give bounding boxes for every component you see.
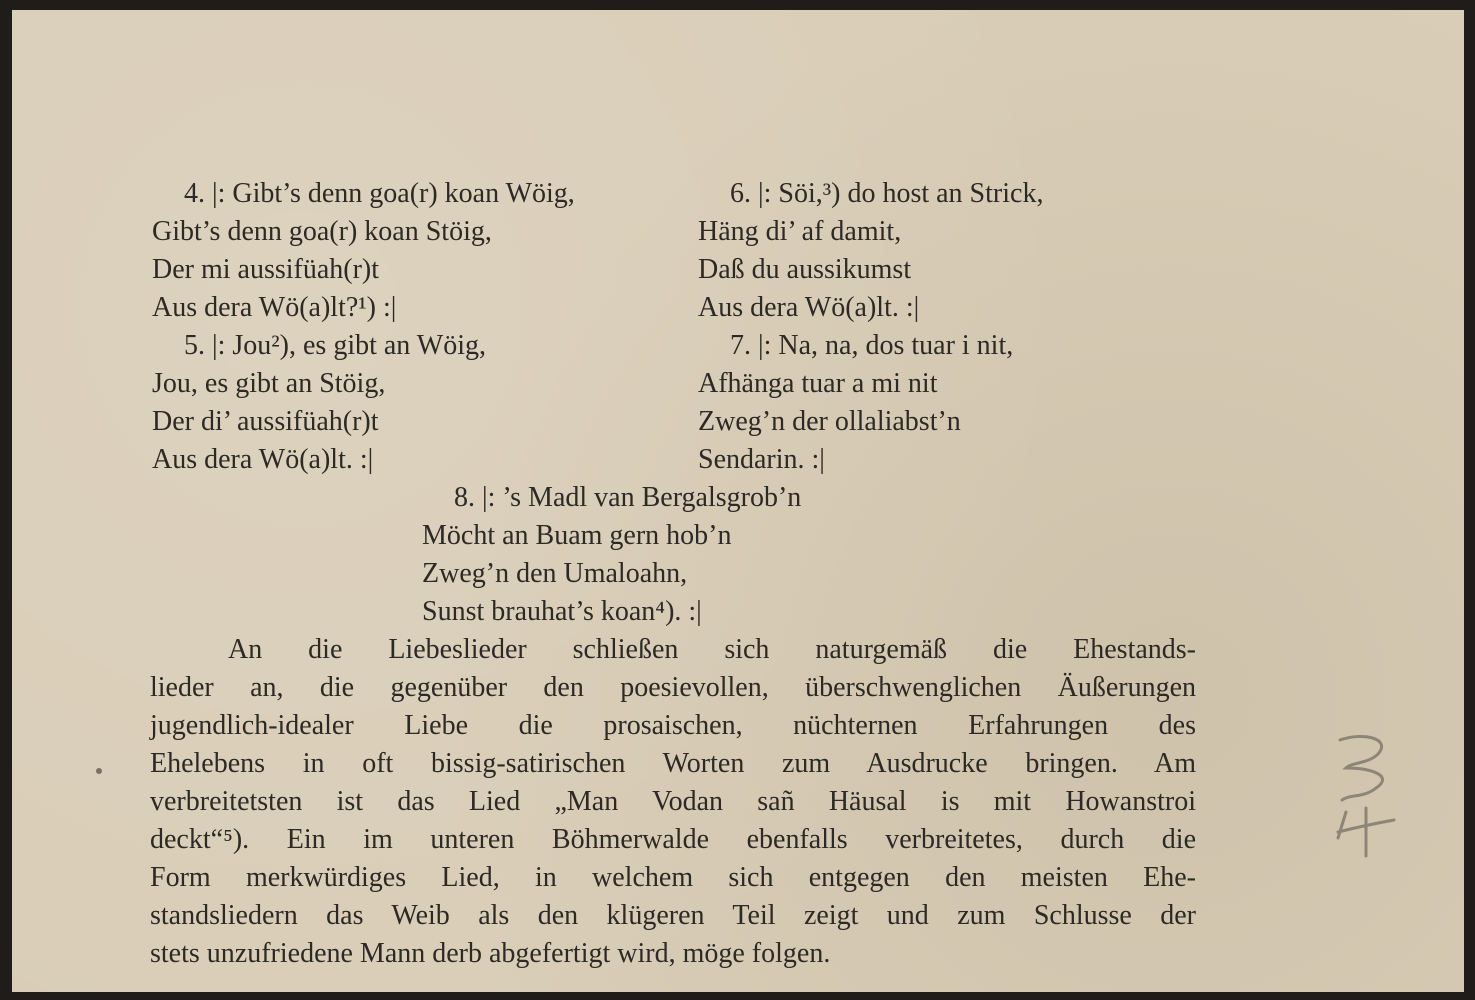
- verse-line: Zweg’n den Umaloahn,: [422, 558, 688, 589]
- verse-line: 6. |: Söi,³) do host an Strick,: [730, 178, 1044, 209]
- prose-line: standsliedern das Weib als den klügeren Teil zeigt und zum Schlusse der: [150, 900, 1196, 931]
- prose-line: Form merkwürdiges Lied, in welchem sich entgegen den meisten Ehe-: [150, 862, 1196, 893]
- handwritten-pencil-note-icon: [1332, 728, 1402, 858]
- verse-line: Jou, es gibt an Stöig,: [152, 368, 386, 399]
- prose-line: deckt“⁵). Ein im unteren Böhmerwalde ebenfalls verbreitetes, durch die: [150, 824, 1196, 855]
- document-page: [12, 10, 1464, 992]
- verse-line: Daß du aussikumst: [698, 254, 912, 285]
- verse-line: Der di’ aussifüah(r)t: [152, 406, 379, 437]
- prose-line: lieder an, die gegenüber den poesievollen, überschwenglichen Äußerungen: [150, 672, 1196, 703]
- verse-line: Häng di’ af damit,: [698, 216, 902, 247]
- verse-line: Möcht an Buam gern hob’n: [422, 520, 732, 551]
- paper-speck: [96, 768, 102, 774]
- verse-line: 8. |: ’s Madl van Bergalsgrob’n: [454, 482, 802, 513]
- prose-line: jugendlich-idealer Liebe die prosaischen, nüchternen Erfahrungen des: [150, 710, 1196, 741]
- verse-line: Zweg’n der ollaliabst’n: [698, 406, 961, 437]
- prose-line: stets unzufriedene Mann derb abgefertigt wird, möge folgen.: [150, 938, 831, 969]
- verse-line: Gibt’s denn goa(r) koan Stöig,: [152, 216, 492, 247]
- verse-line: 7. |: Na, na, dos tuar i nit,: [730, 330, 1014, 361]
- verse-line: Sendarin. :|: [698, 444, 825, 475]
- verse-line: 4. |: Gibt’s denn goa(r) koan Wöig,: [184, 178, 575, 209]
- verse-line: Aus dera Wö(a)lt. :|: [698, 292, 920, 323]
- prose-line: verbreitetsten ist das Lied „Man Vodan sañ Häusal is mit Howanstroi: [150, 786, 1196, 817]
- verse-line: Aus dera Wö(a)lt?¹) :|: [152, 292, 397, 323]
- verse-line: Aus dera Wö(a)lt. :|: [152, 444, 374, 475]
- verse-line: Der mi aussifüah(r)t: [152, 254, 380, 285]
- verse-line: Afhänga tuar a mi nit: [698, 368, 938, 399]
- verse-line: Sunst brauhat’s koan⁴). :|: [422, 596, 702, 627]
- prose-line: An die Liebeslieder schließen sich naturgemäß die Ehestands-: [228, 634, 1196, 665]
- prose-line: Ehelebens in oft bissig-satirischen Worten zum Ausdrucke bringen. Am: [150, 748, 1196, 779]
- verse-line: 5. |: Jou²), es gibt an Wöig,: [184, 330, 487, 361]
